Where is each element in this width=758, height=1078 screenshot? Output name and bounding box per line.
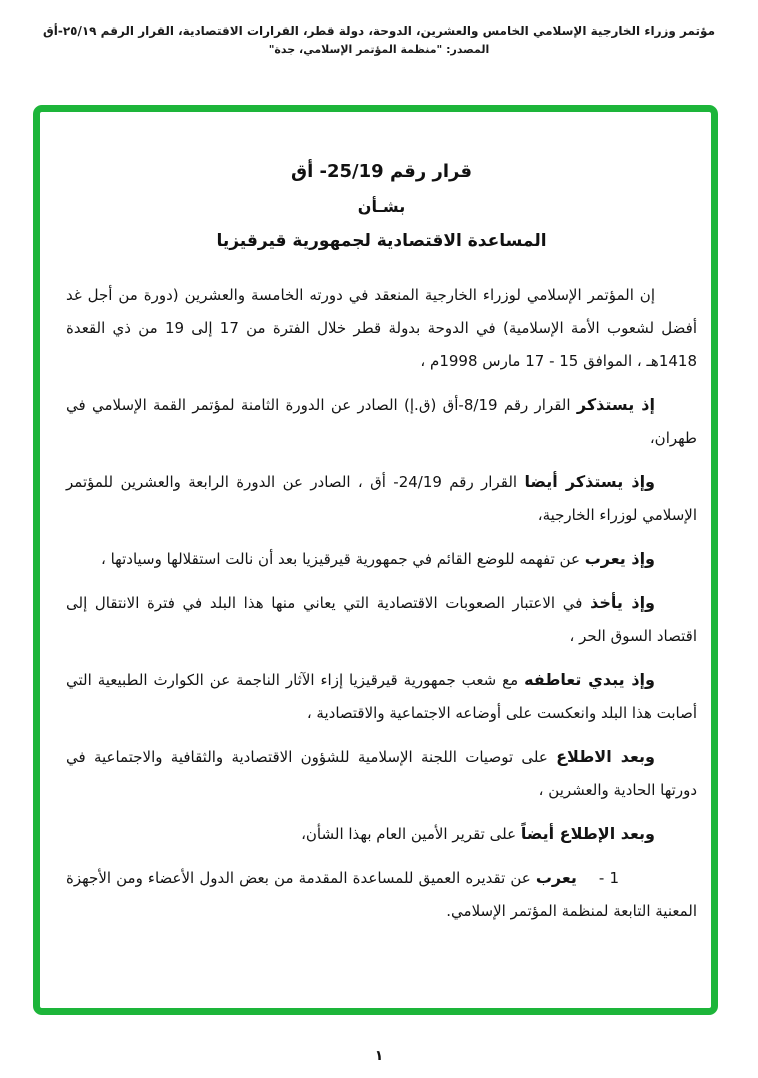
preamble-paragraph: وإذ يستذكر أيضا القرار رقم 24/19- أق ، الصادر عن الدورة الرابعة والعشرين للمؤتمر الإسلامي لوزراء الخارجية، (66, 472, 697, 524)
preamble-paragraph: وإذ يبدي تعاطفه مع شعب جمهورية قيرقيزيا إزاء الآثار الناجمة عن الكوارث الطبيعية التي أصابت هذا البلد وانعكست على أوضاعه الاجتماعية والاقتصادية ، (66, 670, 697, 722)
page-number: ١ (374, 1048, 384, 1064)
paragraph-lead: وإذ يأخذ (590, 593, 656, 612)
resolution-topic: المساعدة الاقتصادية لجمهورية قيرقيزيا (216, 231, 547, 251)
paragraph-lead: وبعد الاطلاع (556, 747, 655, 766)
preamble-paragraph: وبعد الاطلاع على توصيات اللجنة الإسلامية للشؤون الاقتصادية والثقافية والاجتماعية في دورتها الحادية والعشرين ، (66, 747, 697, 799)
resolution-title (66, 154, 697, 259)
source-header-line-1: مؤتمر وزراء الخارجية الإسلامي الخامس والعشرين، الدوحة، دولة قطر، القرارات الاقتصادية، القرار الرقم ٢٥/١٩-أق (42, 24, 716, 38)
resolution-number: قرار رقم 25/19- أق (291, 161, 472, 182)
preamble-paragraph: وإذ يعرب عن تفهمه للوضع القائم في جمهورية قيرقيزيا بعد أن نالت استقلالها وسيادتها ، (101, 549, 655, 568)
preamble-paragraph: وبعد الإطلاع أيضاً على تقرير الأمين العام بهذا الشأن، (301, 824, 655, 843)
paragraph-lead: وبعد الإطلاع أيضاً (520, 824, 655, 843)
preamble (66, 279, 697, 851)
preamble-paragraph: إن المؤتمر الإسلامي لوزراء الخارجية المنعقد في دورته الخامسة والعشرين (دورة من أجل غد أفضل لشعوب الأمة الإسلامية) في الدوحة بدولة قطر خلال الفترة من 17 إلى 19 من ذي القعدة 1418هـ ، الموافق 15 - 17 مارس 1998م ، (66, 286, 697, 370)
paragraph-lead: إذ يستذكر (576, 395, 655, 414)
paragraph-lead: وإذ يبدي تعاطفه (524, 670, 655, 689)
paragraph-lead: وإذ يعرب (584, 549, 655, 568)
operative-list (66, 861, 697, 928)
resolution-body (66, 279, 697, 928)
item-number: 1 (609, 869, 619, 887)
resolution-subject-label: بشـأن (357, 197, 406, 216)
source-header (0, 24, 758, 56)
paragraph-lead: وإذ يستذكر أيضا (524, 472, 656, 491)
preamble-paragraph: وإذ يأخذ في الاعتبار الصعوبات الاقتصادية التي يعاني منها هذا البلد في فترة الانتقال إلى اقتصاد السوق الحر ، (66, 593, 697, 645)
item-lead: يعرب (535, 868, 577, 887)
source-header-line-2: المصدر: "منظمة المؤتمر الإسلامي، جدة" (268, 43, 490, 56)
item-separator: - (598, 869, 605, 887)
preamble-paragraph: إذ يستذكر القرار رقم 8/19-أق (ق.إ) الصادر عن الدورة الثامنة لمؤتمر القمة الإسلامي في طهران، (66, 395, 697, 447)
operative-item: 1 -يعرب عن تقديره العميق للمساعدة المقدمة من بعض الدول الأعضاء ومن الأجهزة المعنية التابعة لمنظمة المؤتمر الإسلامي. (66, 868, 697, 920)
document-frame (33, 105, 718, 1015)
